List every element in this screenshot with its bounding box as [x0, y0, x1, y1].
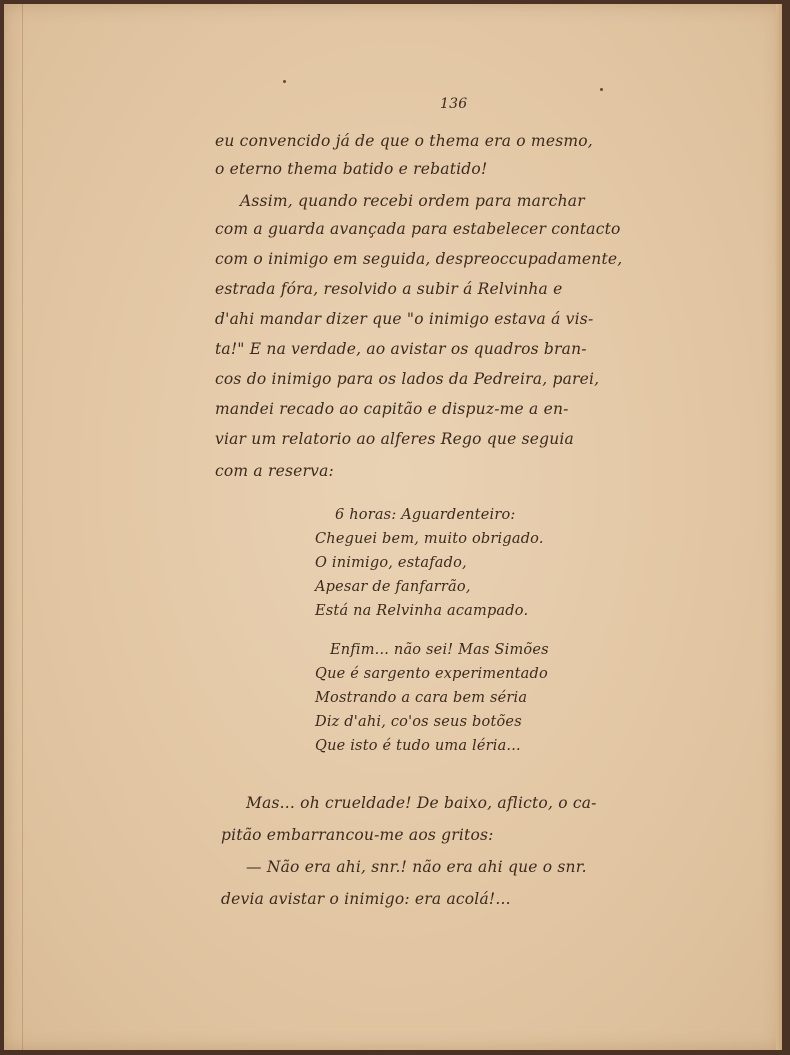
verse-line: Cheguei bem, muito obrigado. — [315, 531, 544, 547]
verse-line: Apesar de fanfarrão, — [315, 579, 471, 595]
prose-line: estrada fóra, resolvido a subir á Relvinha e — [215, 280, 563, 298]
ink-speck — [283, 80, 286, 83]
verse-line: Está na Relvinha acampado. — [315, 603, 529, 619]
prose-line: eu convencido já de que o thema era o mesmo, — [215, 132, 593, 150]
prose-line: mandei recado ao capitão e dispuz-me a en- — [215, 400, 569, 418]
page-number: 136 — [440, 96, 468, 112]
verse-line: 6 horas: Aguardenteiro: — [335, 507, 516, 523]
page-edge — [776, 4, 782, 1050]
page-fold-line — [22, 4, 23, 1050]
prose-line: ta!" E na verdade, ao avistar os quadros bran- — [215, 340, 587, 358]
verse-line: Que isto é tudo uma léria... — [315, 738, 521, 754]
verse-line: O inimigo, estafado, — [315, 555, 467, 571]
prose-line: d'ahi mandar dizer que "o inimigo estava á vis- — [215, 310, 594, 328]
prose-line: cos do inimigo para os lados da Pedreira, parei, — [215, 370, 600, 388]
verse-line: Enfim... não sei! Mas Simões — [330, 642, 549, 658]
prose-line: — Não era ahi, snr.! não era ahi que o snr. — [246, 858, 587, 876]
prose-line: Assim, quando recebi ordem para marchar — [240, 192, 585, 210]
verse-line: Diz d'ahi, co'os seus botões — [315, 714, 522, 730]
prose-line: devia avistar o inimigo: era acolá!... — [221, 890, 511, 908]
prose-line: com o inimigo em seguida, despreoccupadamente, — [215, 250, 623, 268]
prose-line: viar um relatorio ao alferes Rego que seguia — [215, 430, 574, 448]
prose-line: o eterno thema batido e rebatido! — [215, 160, 488, 178]
prose-line: com a reserva: — [215, 462, 334, 480]
manuscript-page — [4, 4, 782, 1050]
verse-line: Mostrando a cara bem séria — [315, 690, 528, 706]
prose-line: pitão embarrancou-me aos gritos: — [221, 826, 494, 844]
ink-speck — [600, 88, 603, 91]
prose-line: com a guarda avançada para estabelecer contacto — [215, 220, 621, 238]
verse-line: Que é sargento experimentado — [315, 666, 548, 682]
prose-line: Mas... oh crueldade! De baixo, aflicto, o ca- — [246, 794, 597, 812]
